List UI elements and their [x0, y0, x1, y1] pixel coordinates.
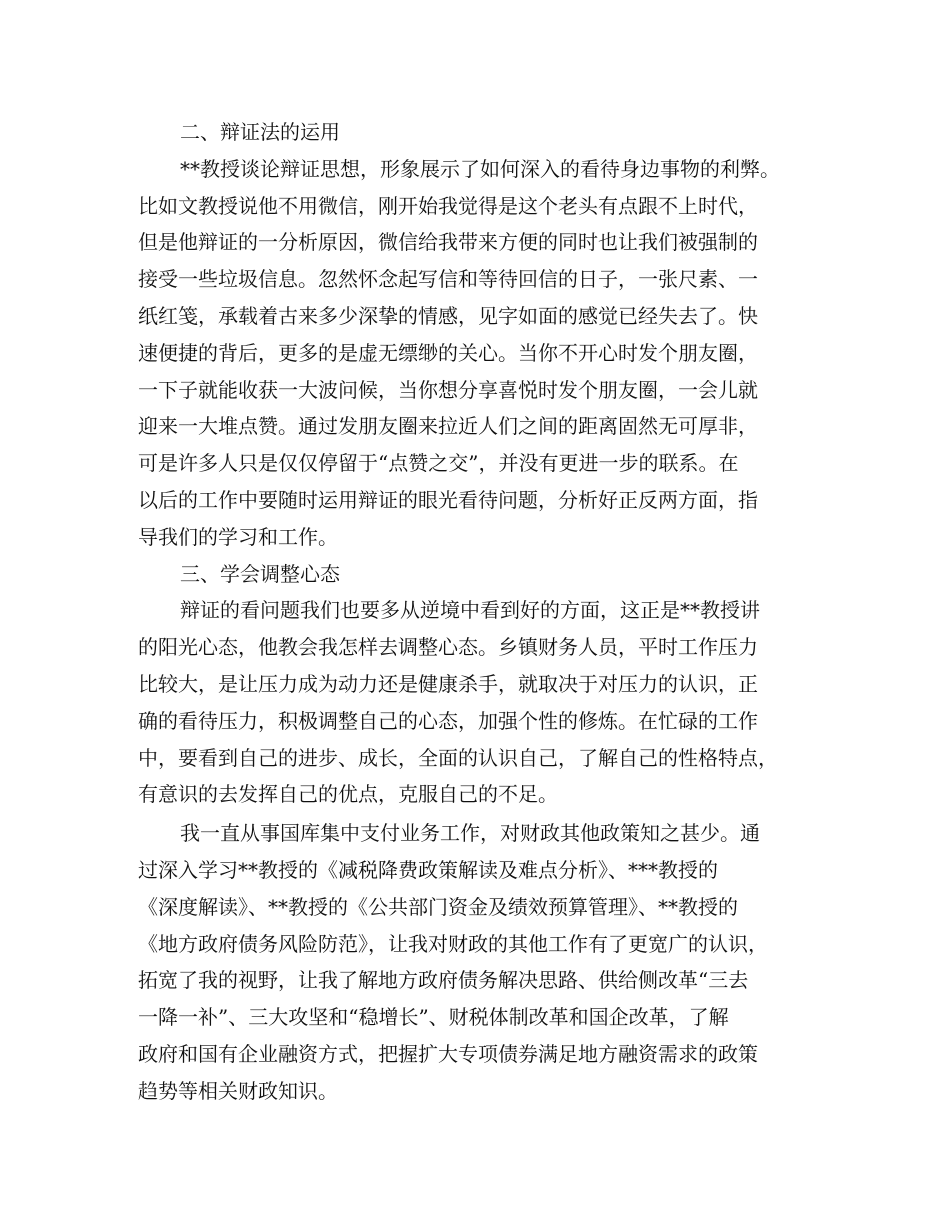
paragraph-line: 比如文教授说他不用微信，刚开始我觉得是这个老头有点跟不上时代，	[138, 193, 758, 218]
paragraph-line: 《地方政府债务风险防范》，让我对财政的其他工作有了更宽广的认识，	[138, 931, 768, 956]
paragraph-line: 比较大，是让压力成为动力还是健康杀手，就取决于对压力的认识，正	[138, 671, 758, 696]
paragraph-line: 导我们的学习和工作。	[138, 524, 338, 549]
paragraph-line: 迎来一大堆点赞。通过发朋友圈来拉近人们之间的距离固然无可厚非，	[138, 414, 758, 439]
paragraph-line: 但是他辩证的一分析原因，微信给我带来方便的同时也让我们被强制的	[138, 230, 758, 255]
paragraph-line: 过深入学习**教授的《减税降费政策解读及难点分析》、***教授的	[138, 857, 718, 882]
paragraph-line: 辩证的看问题我们也要多从逆境中看到好的方面，这正是**教授讲	[180, 598, 760, 623]
paragraph-line: 《深度解读》、**教授的《公共部门资金及绩效预算管理》、**教授的	[138, 894, 738, 919]
paragraph-line: 接受一些垃圾信息。忽然怀念起写信和等待回信的日子，一张尺素、一	[138, 267, 758, 292]
section-heading-mindset: 三、学会调整心态	[180, 561, 340, 586]
paragraph-dialectics	[138, 151, 813, 556]
paragraph-finance-study	[138, 815, 813, 1109]
paragraph-line: **教授谈论辩证思想，形象展示了如何深入的看待身边事物的利弊。	[180, 156, 780, 181]
paragraph-line: 一下子就能收获一大波问候，当你想分享喜悦时发个朋友圈，一会儿就	[138, 377, 758, 402]
paragraph-line: 一降一补”、三大攻坚和“稳增长”、财税体制改革和国企改革，了解	[138, 1005, 729, 1030]
paragraph-line: 趋势等相关财政知识。	[138, 1078, 338, 1103]
paragraph-line: 确的看待压力，积极调整自己的心态，加强个性的修炼。在忙碌的工作	[138, 708, 758, 733]
paragraph-line: 以后的工作中要随时运用辩证的眼光看待问题，分析好正反两方面，指	[138, 487, 758, 512]
paragraph-line: 拓宽了我的视野，让我了解地方政府债务解决思路、供给侧改革“三去	[138, 968, 749, 993]
paragraph-line: 中，要看到自己的进步、成长，全面的认识自己，了解自己的性格特点，	[138, 745, 778, 770]
document-body	[138, 114, 813, 1110]
paragraph-line: 我一直从事国库集中支付业务工作，对财政其他政策知之甚少。通	[180, 821, 760, 846]
section-heading-dialectics: 二、辩证法的运用	[180, 120, 340, 144]
paragraph-line: 可是许多人只是仅仅停留于“点赞之交”，并没有更进一步的联系。在	[138, 451, 739, 476]
paragraph-line: 速便捷的背后，更多的是虚无缥缈的关心。当你不开心时发个朋友圈，	[138, 340, 758, 365]
paragraph-mindset	[138, 592, 813, 813]
paragraph-line: 有意识的去发挥自己的优点，克服自己的不足。	[138, 782, 558, 807]
paragraph-line: 纸红笺，承载着古来多少深挚的情感，见字如面的感觉已经失去了。快	[138, 303, 758, 328]
paragraph-line: 政府和国有企业融资方式，把握扩大专项债券满足地方融资需求的政策	[138, 1041, 758, 1066]
paragraph-line: 的阳光心态，他教会我怎样去调整心态。乡镇财务人员，平时工作压力	[138, 635, 758, 660]
